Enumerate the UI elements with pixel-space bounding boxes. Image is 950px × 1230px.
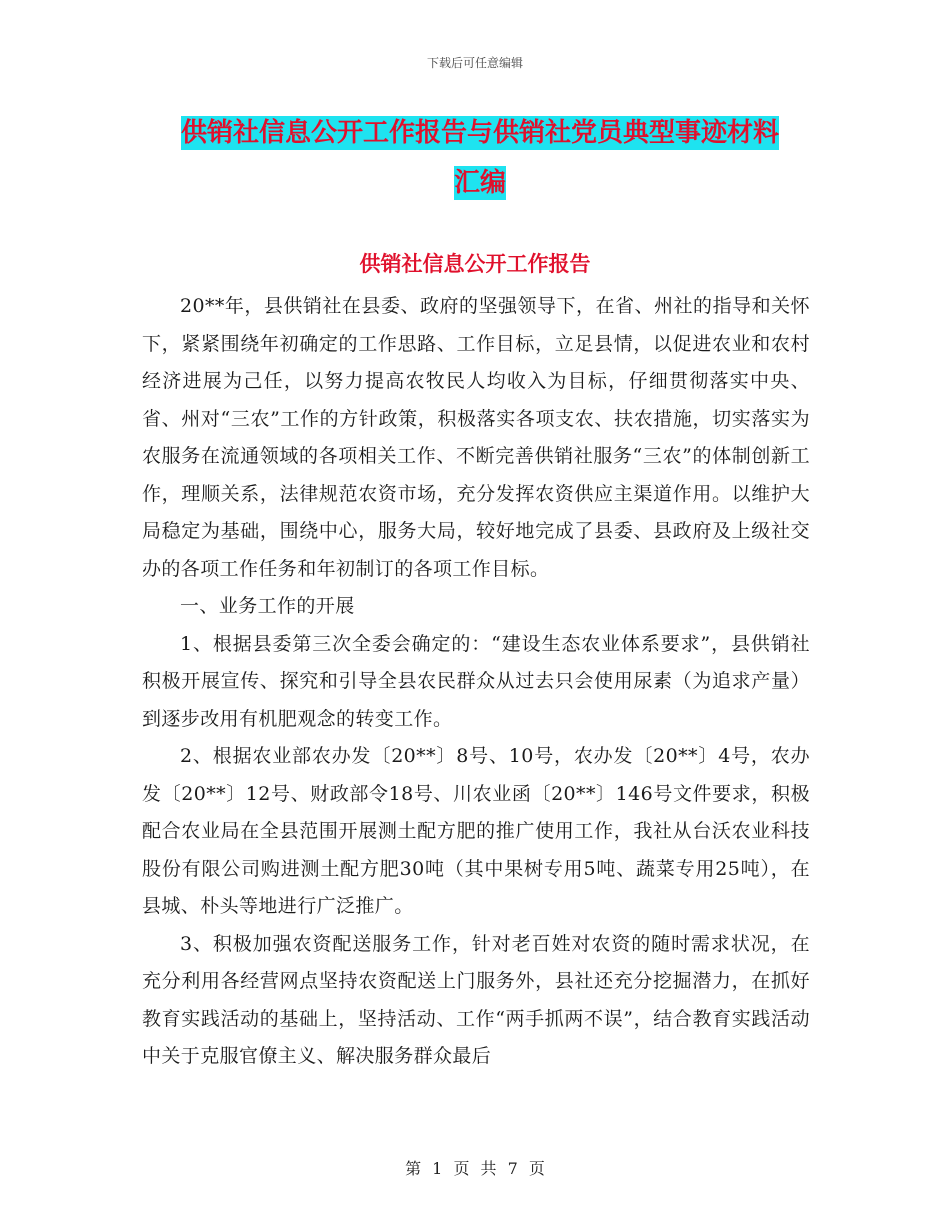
section-title: 供销社信息公开工作报告: [359, 252, 591, 276]
footer-total-pages: 7: [507, 1159, 518, 1178]
paragraph-item-2: 2、根据农业部农办发〔20**〕8号、10号，农办发〔20**〕4号，农办发〔20**〕12号、财政部令18号、川农业函〔20**〕146号文件要求，积极配合农业局在全县范围开展测土配方肥的推广使用工作，我社从台沃农业科技股份有限公司购进测土配方肥30吨（其中果树专用5吨、蔬菜专用25吨），在县城、朴头等地进行广泛推广。: [142, 745, 810, 917]
heading-business-work: 一、业务工作的开展: [180, 595, 355, 617]
footer-prefix: 第: [405, 1159, 422, 1178]
document-body: [142, 288, 810, 1076]
paragraph-item-1: 1、根据县委第三次全委会确定的：“建设生态农业体系要求”，县供销社积极开展宣传、探究和引导全县农民群众从过去只会使用尿素（为追求产量）到逐步改用有机肥观念的转变工作。: [142, 632, 810, 730]
page-footer: [0, 1156, 950, 1179]
document-title: [140, 108, 820, 208]
document-title-line-1: 供销社信息公开工作报告与供销社党员典型事迹材料: [180, 118, 779, 148]
footer-middle: 页 共: [453, 1159, 497, 1178]
paragraph-intro: 20**年，县供销社在县委、政府的坚强领导下，在省、州社的指导和关怀下，紧紧围绕年初确定的工作思路、工作目标，立足县情，以促进农业和农村经济进展为己任，以努力提高农牧民人均收入为目标，仔细贯彻落实中央、省、州对“三农”工作的方针政策，积极落实各项支农、扶农措施，切实落实为农服务在流通领域的各项相关工作、不断完善供销社服务“三农”的体制创新工作，理顺关系，法律规范农资市场，充分发挥农资供应主渠道作用。以维护大局稳定为基础，围绕中心，服务大局，较好地完成了县委、县政府及上级社交办的各项工作任务和年初制订的各项工作目标。: [142, 295, 810, 580]
footer-suffix: 页: [528, 1159, 545, 1178]
paragraph-item-3: 3、积极加强农资配送服务工作，针对老百姓对农资的随时需求状况，在充分利用各经营网点坚持农资配送上门服务外，县社还充分挖掘潜力，在抓好教育实践活动的基础上，坚持活动、工作“两手抓两不误”，结合教育实践活动中关于克服官僚主义、解决服务群众最后: [142, 932, 810, 1067]
document-title-line-2: 汇编: [453, 168, 506, 198]
footer-page-number: 1: [432, 1159, 443, 1178]
page-header-note: 下载后可任意编辑: [426, 56, 523, 70]
